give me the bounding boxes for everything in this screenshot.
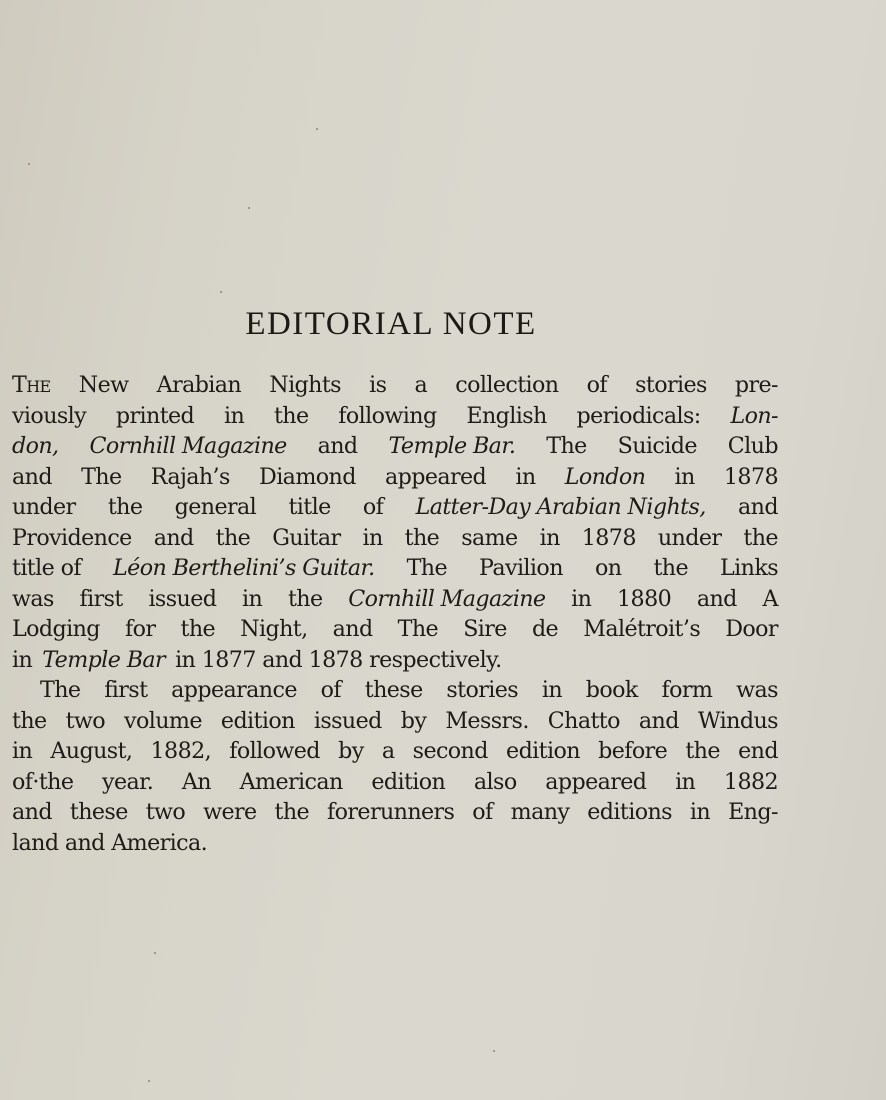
paper-speck	[493, 1050, 495, 1052]
word: a	[381, 738, 395, 764]
word: volume	[124, 707, 202, 734]
word: printed	[115, 402, 195, 429]
word: two	[65, 707, 106, 734]
word: and	[738, 494, 778, 520]
word: New	[78, 372, 129, 398]
word: 1882,	[150, 738, 212, 764]
word: in	[515, 463, 536, 490]
word: following	[338, 402, 437, 429]
word: in	[675, 768, 696, 795]
italic-title-text: don,	[12, 433, 59, 459]
word: The	[40, 677, 81, 703]
paper-speck	[148, 1080, 150, 1082]
word: in	[539, 524, 560, 551]
word: Door	[725, 616, 778, 642]
word: the	[12, 707, 47, 734]
word: by	[400, 707, 427, 734]
word: issued	[148, 585, 217, 612]
word: first	[104, 677, 148, 703]
word: two	[145, 799, 186, 825]
word: title of	[12, 555, 81, 581]
word: The	[81, 463, 122, 490]
word: also	[473, 768, 517, 795]
word: and	[696, 585, 737, 612]
word: 1878	[723, 463, 778, 490]
word: of	[362, 494, 384, 520]
word: and	[638, 707, 679, 734]
word: the	[404, 524, 440, 551]
paper-speck	[316, 128, 318, 130]
paper-speck	[248, 207, 250, 209]
word: Diamond	[259, 463, 356, 490]
word: appearance	[171, 677, 297, 703]
word: edition	[371, 768, 446, 795]
paper-speck	[154, 952, 156, 954]
word: Sire	[463, 616, 507, 642]
word: same	[461, 524, 518, 551]
word: in	[12, 646, 33, 673]
word: Messrs.	[445, 707, 529, 734]
word: editions	[587, 799, 672, 825]
word: in	[12, 738, 33, 764]
word: a	[414, 372, 428, 398]
word: Windus	[697, 707, 778, 734]
word: in	[674, 463, 695, 490]
paragraph	[12, 370, 778, 675]
word: in	[223, 402, 245, 429]
word: The	[406, 555, 447, 581]
text-line	[12, 431, 778, 462]
word: the	[180, 616, 216, 642]
word: periodicals:	[576, 402, 701, 429]
word: by	[338, 738, 364, 764]
word: Malétroit’s	[583, 616, 701, 642]
word: Eng-	[728, 799, 778, 825]
italic-title-text: London	[564, 463, 646, 490]
text-line	[12, 736, 778, 767]
word: before	[598, 738, 668, 764]
word: the	[743, 524, 778, 551]
word: in 1877 and 1878 respectively.	[175, 646, 502, 673]
text-line	[12, 614, 778, 645]
word: the	[215, 524, 251, 551]
word: 1882	[723, 768, 778, 795]
word: and	[332, 616, 373, 642]
word: of	[472, 799, 493, 825]
italic-title-text: Temple Bar.	[388, 433, 516, 459]
word: edition	[220, 707, 295, 734]
word: the	[273, 402, 309, 429]
word: edition	[506, 738, 580, 764]
word: stories	[446, 677, 519, 703]
text-line	[12, 675, 778, 706]
word: Nights	[269, 372, 341, 398]
word: the	[274, 799, 310, 825]
word: the	[287, 585, 323, 612]
word: of	[586, 372, 607, 398]
italic-title-text: Cornhill Magazine	[348, 585, 546, 612]
word: forerunners	[327, 799, 455, 825]
word: in	[242, 585, 263, 612]
word: A	[762, 585, 778, 612]
word: in	[362, 524, 383, 551]
word: and	[12, 463, 52, 490]
word: of	[320, 677, 341, 703]
paragraph	[12, 675, 778, 858]
word: under	[12, 494, 76, 520]
text-line	[12, 828, 778, 859]
body-text	[12, 370, 778, 858]
word: second	[412, 738, 488, 764]
word: American	[239, 768, 343, 795]
word: Lodging	[12, 616, 100, 642]
word: is	[369, 372, 387, 398]
word: August,	[50, 738, 133, 764]
word: book	[585, 677, 638, 703]
word: was	[12, 585, 54, 612]
word: the	[653, 555, 688, 581]
word: followed	[229, 738, 320, 764]
word: Night,	[240, 616, 308, 642]
word: and	[12, 799, 52, 825]
word: stories	[635, 372, 707, 398]
text-line	[12, 553, 778, 584]
word: pre-	[734, 372, 778, 398]
text-line	[12, 584, 778, 615]
paper-speck	[28, 163, 30, 165]
word: and	[317, 433, 358, 459]
word: Guitar	[272, 524, 341, 551]
word: de	[531, 616, 559, 642]
word: appeared	[545, 768, 647, 795]
word: land and America.	[12, 829, 208, 856]
word: appeared	[385, 463, 487, 490]
word: under	[657, 524, 722, 551]
word: 1878	[581, 524, 636, 551]
word: Links	[720, 555, 778, 581]
word: for	[125, 616, 156, 642]
word: these	[69, 799, 128, 825]
text-line	[12, 492, 778, 523]
word: An	[181, 768, 211, 795]
word: viously	[12, 402, 87, 429]
word: on	[594, 555, 622, 581]
word: title	[288, 494, 331, 520]
text-line	[12, 767, 778, 798]
text-line	[12, 462, 778, 493]
italic-title-text: Léon Berthelini’s Guitar.	[113, 555, 375, 581]
word: Pavilion	[479, 555, 563, 581]
word: the	[107, 494, 143, 520]
page-title: EDITORIAL NOTE	[245, 306, 537, 342]
word: Suicide	[617, 433, 697, 459]
word: The	[12, 372, 51, 398]
text-line	[12, 645, 778, 676]
word: 1880	[617, 585, 672, 612]
word: Club	[727, 433, 778, 459]
text-line	[12, 370, 778, 401]
word: collection	[455, 372, 559, 398]
word: end	[738, 738, 778, 764]
text-line	[12, 401, 778, 432]
text-line	[12, 797, 778, 828]
word: year.	[102, 768, 154, 795]
word: Rajah’s	[150, 463, 230, 490]
word: The	[546, 433, 587, 459]
paper-speck	[220, 291, 222, 293]
italic-title-text: Lon-	[730, 402, 778, 429]
word: in	[571, 585, 592, 612]
italic-title-text: Latter-Day Arabian Nights,	[415, 494, 706, 520]
italic-title-text: Cornhill Magazine	[89, 433, 287, 459]
word: many	[510, 799, 570, 825]
text-line	[12, 523, 778, 554]
word: Chatto	[547, 707, 620, 734]
text-line	[12, 706, 778, 737]
word: and	[153, 524, 194, 551]
word: Providence	[12, 524, 132, 551]
word: were	[203, 799, 257, 825]
word: issued	[313, 707, 382, 734]
word: the	[685, 738, 720, 764]
word: in	[689, 799, 711, 825]
word: first	[79, 585, 123, 612]
word: in	[541, 677, 563, 703]
word: The	[397, 616, 439, 642]
word: was	[736, 677, 778, 703]
word: of·the	[12, 768, 74, 795]
word: English	[466, 402, 547, 429]
word: Arabian	[156, 372, 242, 398]
word: general	[174, 494, 257, 520]
italic-title-text: Temple Bar	[42, 646, 166, 673]
word: form	[661, 677, 713, 703]
word: these	[364, 677, 423, 703]
